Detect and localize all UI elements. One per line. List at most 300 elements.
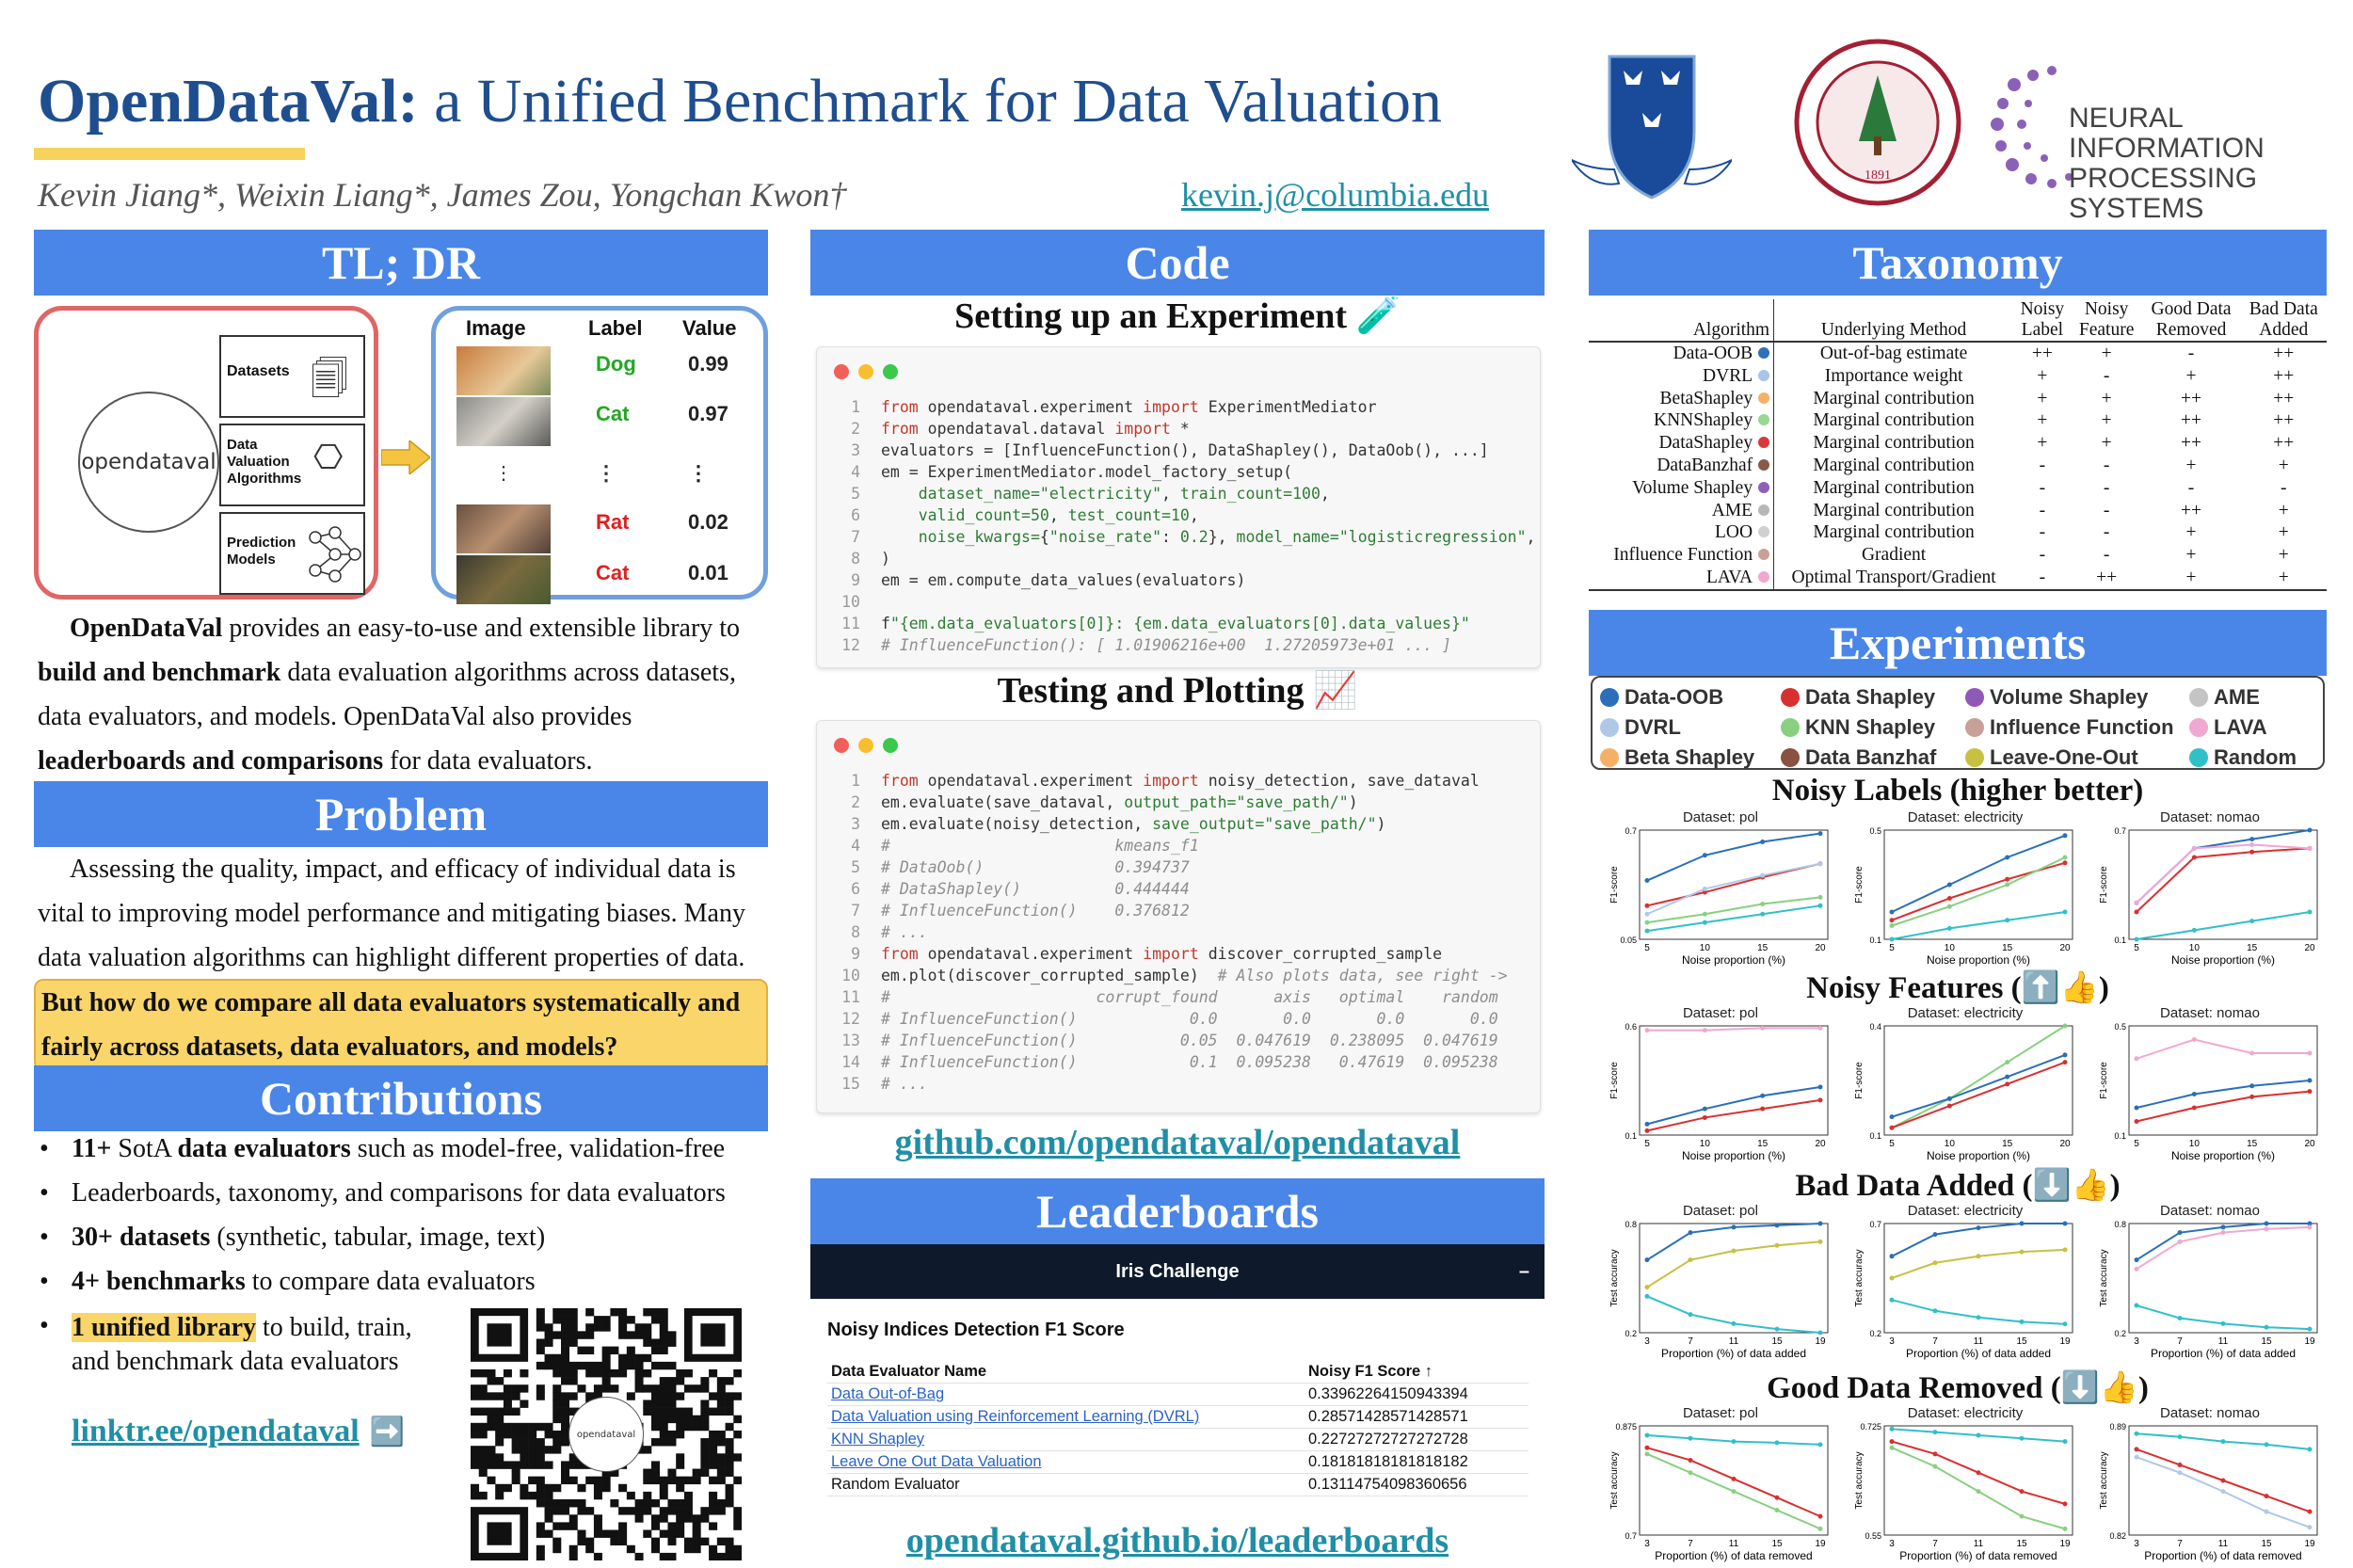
line-chart xyxy=(2097,1422,2323,1563)
code-token: , xyxy=(1048,506,1068,524)
series-point xyxy=(1760,902,1765,906)
tldr-row-label: ⋮ xyxy=(596,461,616,485)
algorithm-name: LAVA xyxy=(1705,567,1753,587)
evaluator-name[interactable]: KNN Shapley xyxy=(831,1431,925,1448)
series-point xyxy=(1890,1439,1895,1444)
chart-title: Dataset: pol xyxy=(1682,1005,1759,1021)
line-number: 12 xyxy=(841,636,860,654)
line-number: 5 xyxy=(851,858,860,876)
experiment-section-title: Good Data Removed (⬇️👍) xyxy=(1767,1371,2149,1405)
series-point xyxy=(2249,850,2254,855)
legend-item xyxy=(2189,685,2260,710)
code-line xyxy=(830,770,1508,792)
rating-cell: + xyxy=(2101,344,2112,363)
line-number: 8 xyxy=(851,550,860,568)
series-point xyxy=(2265,1226,2269,1231)
series-point xyxy=(2265,1510,2269,1514)
chart-title: Dataset: electricity xyxy=(1907,1405,2024,1421)
y-axis-label: F1-score xyxy=(2099,866,2109,904)
code-token: ) xyxy=(1348,793,1358,811)
legend-dot-icon xyxy=(1965,748,1984,767)
series-point xyxy=(1818,904,1823,908)
code-token: em.plot(discover_corrupted_sample) xyxy=(881,967,1218,984)
legend-dot-icon xyxy=(1781,718,1800,737)
series-point xyxy=(1775,1496,1780,1500)
code-token: "logisticregression" xyxy=(1338,528,1527,546)
x-tick-label: 7 xyxy=(2177,1336,2183,1347)
code-line xyxy=(830,1030,1508,1051)
code-token: valid_count=50 xyxy=(918,506,1049,524)
code-token: # ... xyxy=(881,923,928,941)
series-point xyxy=(2192,1106,2197,1111)
opendataval-circle xyxy=(78,392,219,533)
taxonomy-row xyxy=(1589,365,2327,388)
algorithm-name: Volume Shapley xyxy=(1632,477,1753,498)
x-tick-label: 5 xyxy=(1644,1139,1650,1149)
test-title: Testing and Plotting 📈 xyxy=(997,671,1358,711)
series-point xyxy=(1818,1442,1823,1447)
series-point xyxy=(2063,1060,2068,1064)
series-point xyxy=(1818,1026,1823,1031)
series-point xyxy=(1933,1464,1938,1469)
plot-frame xyxy=(2129,1026,2317,1135)
tldr-row-label: Rat xyxy=(596,510,630,534)
y-tick-label: 0.6 xyxy=(1625,1022,1637,1032)
series-point xyxy=(1689,1470,1693,1475)
contribution-last-line1: to build, train, xyxy=(256,1313,412,1342)
taxonomy-heading: Taxonomy xyxy=(1589,230,2327,296)
line-chart xyxy=(2097,1022,2323,1163)
line-chart xyxy=(1608,1220,1833,1361)
code-line xyxy=(830,835,1508,856)
code-token: output_path= xyxy=(1124,793,1237,811)
series-point xyxy=(2135,1455,2139,1460)
pet-image-dog xyxy=(456,346,551,395)
legend-item xyxy=(1781,685,1935,710)
authors: Kevin Jiang*, Weixin Liang*, James Zou, Yongchan Kwon† xyxy=(38,176,847,214)
legend-item xyxy=(1965,685,2148,710)
diagram-box-models xyxy=(219,512,365,595)
series-point xyxy=(1645,1285,1650,1289)
challenge-bar[interactable] xyxy=(810,1244,1545,1299)
tldr-row-label: Dog xyxy=(596,352,636,376)
series-point xyxy=(2063,1439,2068,1444)
legend-dot-icon xyxy=(1600,718,1619,737)
legend-label: Random xyxy=(2214,745,2297,769)
tldr-bold-1: OpenDataVal xyxy=(70,614,223,643)
rating-cell: + xyxy=(2278,455,2289,475)
contribution-item-last xyxy=(72,1311,467,1379)
x-tick-label: 19 xyxy=(1815,1336,1826,1347)
series-point xyxy=(1732,1439,1737,1444)
y-tick-label: 0.82 xyxy=(2109,1531,2126,1541)
tldr-text-2: data evaluation algorithms across datasets, data evaluators, and models. OpenDataVal also provides xyxy=(38,658,736,731)
line-chart xyxy=(1852,1220,2078,1361)
x-tick-label: 10 xyxy=(1944,1139,1955,1149)
chart-title: Dataset: nomao xyxy=(2160,1005,2260,1021)
series-point xyxy=(2265,1442,2269,1447)
qr-code[interactable] xyxy=(471,1308,742,1560)
x-tick-label: 15 xyxy=(2261,1336,2272,1347)
algorithm-color-dot-icon xyxy=(1758,549,1769,560)
code-token: # InfluenceFunction() 0.0 0.0 0.0 0.0 xyxy=(881,1010,1498,1028)
github-link[interactable]: github.com/opendataval/opendataval xyxy=(894,1123,1461,1162)
x-tick-label: 11 xyxy=(2217,1539,2229,1549)
minimize-dot-icon xyxy=(858,364,873,379)
line-number: 15 xyxy=(841,1075,860,1093)
series-point xyxy=(1818,1240,1823,1244)
code-token: # kmeans_f1 xyxy=(881,837,1199,855)
series-point xyxy=(2249,1051,2254,1056)
series-point xyxy=(2005,1081,2009,1086)
x-tick-label: 3 xyxy=(2134,1336,2139,1347)
rating-cell: + xyxy=(2037,410,2048,431)
series-point xyxy=(2005,877,2009,882)
series-point xyxy=(2221,1230,2226,1235)
rating-cell: ++ xyxy=(2181,433,2202,454)
legend-item xyxy=(2189,745,2297,770)
series-point xyxy=(2249,919,2254,923)
code-token xyxy=(881,528,919,546)
table-row xyxy=(827,1406,1529,1429)
series-point xyxy=(1645,1294,1650,1299)
line-chart xyxy=(1608,1022,1833,1163)
chart-title: Dataset: nomao xyxy=(2160,1203,2260,1219)
x-tick-label: 7 xyxy=(1932,1539,1938,1549)
rating-cell: + xyxy=(2278,522,2289,543)
rating-cell: + xyxy=(2037,388,2048,408)
rating-cell: - xyxy=(2103,545,2110,566)
x-tick-label: 10 xyxy=(1699,943,1710,953)
series-point xyxy=(1977,1470,1981,1475)
code-token: opendataval.experiment xyxy=(918,772,1144,790)
algorithm-color-dot-icon xyxy=(1758,347,1769,359)
series-point xyxy=(2178,1240,2183,1244)
series-point xyxy=(1775,1327,1780,1332)
x-tick-label: 20 xyxy=(2304,943,2315,953)
tldr-paragraph xyxy=(38,606,772,783)
code-token: from xyxy=(881,772,919,790)
line-chart xyxy=(2097,826,2323,968)
series-point xyxy=(1977,1432,1981,1437)
contribution-item xyxy=(72,1223,545,1253)
y-axis-label: F1-score xyxy=(2099,1062,2109,1099)
legend-label: Data-OOB xyxy=(1625,685,1724,709)
algorithm-color-dot-icon xyxy=(1758,414,1769,425)
series-point xyxy=(2265,1325,2269,1330)
diagram-box-algorithms xyxy=(219,424,365,506)
x-tick-label: 11 xyxy=(1728,1539,1739,1549)
y-tick-label: 0.7 xyxy=(1869,1220,1881,1229)
legend-dot-icon xyxy=(1600,748,1619,767)
x-axis-label: Noise proportion (%) xyxy=(2170,953,2276,967)
x-tick-label: 19 xyxy=(2059,1539,2071,1549)
method-cell: Marginal contribution xyxy=(1774,388,2014,410)
evaluator-name[interactable]: Data Out-of-Bag xyxy=(831,1385,945,1402)
y-tick-label: 0.7 xyxy=(1625,826,1637,836)
series-point xyxy=(2063,1321,2068,1326)
line-chart xyxy=(1852,826,2078,968)
leaderboards-link[interactable]: opendataval.github.io/leaderboards xyxy=(905,1521,1449,1560)
x-tick-label: 5 xyxy=(1889,1139,1895,1149)
code-line xyxy=(830,900,1508,921)
rating-cell: ++ xyxy=(2273,365,2295,386)
series-point xyxy=(2308,1089,2313,1094)
series-point xyxy=(1933,1232,1938,1237)
algorithm-name: AME xyxy=(1711,500,1753,520)
line-chart xyxy=(1852,1022,2078,1163)
x-tick-label: 19 xyxy=(2304,1336,2315,1347)
legend-label: Influence Function xyxy=(1990,715,2174,739)
setup-code xyxy=(830,396,1535,656)
x-tick-label: 5 xyxy=(2134,1139,2139,1149)
image-ellipsis: ⋮ xyxy=(494,461,513,484)
title-underline xyxy=(34,148,305,160)
x-tick-label: 10 xyxy=(1699,1139,1710,1149)
series-point xyxy=(2178,1316,2183,1320)
box-label-models: Prediction Models xyxy=(227,535,296,568)
contribution-bullet: • xyxy=(40,1178,49,1208)
series-point xyxy=(1818,1527,1823,1531)
series-point xyxy=(2063,1052,2068,1057)
code-token: "noise_rate" xyxy=(1048,528,1162,546)
series-point xyxy=(2221,1224,2226,1229)
y-axis-label: F1-score xyxy=(1609,1062,1620,1099)
col-header-image: Image xyxy=(466,316,526,340)
series-point xyxy=(2308,846,2313,851)
algorithm-name: DataShapley xyxy=(1658,433,1753,454)
rating-cell: - xyxy=(2281,477,2287,498)
series-point xyxy=(2063,1024,2068,1029)
code-token: model_name= xyxy=(1236,528,1339,546)
series-point xyxy=(2178,1230,2183,1235)
series-point xyxy=(2020,1514,2025,1519)
algorithm-name: DVRL xyxy=(1703,365,1753,386)
series-point xyxy=(1933,1430,1938,1434)
noisy-f1-score: 0.33962264150943394 xyxy=(1305,1384,1529,1406)
code-token: "electricity" xyxy=(1039,485,1162,503)
test-code xyxy=(830,770,1508,1095)
line-number: 2 xyxy=(851,793,860,811)
box-label-algorithms: Data Valuation Algorithms xyxy=(227,437,302,487)
maximize-dot-icon xyxy=(883,364,898,379)
window-controls xyxy=(834,738,907,757)
algorithm-name: Data-OOB xyxy=(1673,344,1753,363)
legend-label: KNN Shapley xyxy=(1805,715,1936,739)
method-cell: Marginal contribution xyxy=(1774,477,2014,500)
collapse-icon[interactable]: – xyxy=(1518,1261,1529,1282)
legend-label: AME xyxy=(2214,685,2260,709)
series-point xyxy=(1947,904,1952,909)
neurips-logo xyxy=(1986,52,2344,224)
linktree-link[interactable] xyxy=(72,1412,405,1449)
tldr-diagram-right xyxy=(431,306,768,600)
series-point xyxy=(1947,1104,1952,1109)
legend-dot-icon xyxy=(2189,748,2208,767)
series-point xyxy=(1732,1224,1737,1229)
y-tick-label: 0.55 xyxy=(1865,1531,1881,1541)
x-tick-label: 20 xyxy=(1815,1139,1826,1149)
series-point xyxy=(2135,937,2139,942)
evaluator-name-cell xyxy=(827,1406,1305,1429)
series-point xyxy=(2135,901,2139,905)
evaluator-name[interactable]: Data Valuation using Reinforcement Learning (DVRL) xyxy=(831,1408,1200,1425)
series-point xyxy=(2135,1304,2139,1308)
series-point xyxy=(2005,918,2009,922)
legend-item xyxy=(2189,715,2267,740)
method-cell: Marginal contribution xyxy=(1774,432,2014,455)
code-token: # Also plots data, see right -> xyxy=(1217,967,1508,984)
code-token: # corrupt_found axis optimal random xyxy=(881,988,1498,1006)
chart-title: Dataset: electricity xyxy=(1907,1005,2024,1021)
x-tick-label: 10 xyxy=(1944,943,1955,953)
code-token: em = ExperimentMediator.model_factory_setup( xyxy=(881,463,1293,481)
rating-cell: - xyxy=(2039,500,2046,520)
x-tick-label: 11 xyxy=(1728,1336,1739,1347)
taxonomy-row xyxy=(1589,432,2327,455)
series-point xyxy=(1818,831,1823,836)
contribution-text: SotA xyxy=(111,1134,178,1163)
code-token: ExperimentMediator xyxy=(1198,398,1377,416)
col-evaluator-name[interactable]: Data Evaluator Name xyxy=(827,1361,1305,1384)
y-axis-label: F1-score xyxy=(1854,1062,1865,1099)
series-point xyxy=(1689,1436,1693,1441)
algorithm-cell xyxy=(1589,365,1774,388)
table-row xyxy=(827,1429,1529,1451)
method-cell: Marginal contribution xyxy=(1774,500,2014,522)
algorithm-cell xyxy=(1589,500,1774,522)
algorithm-name: DataBanzhaf xyxy=(1657,455,1753,475)
rating-cell: + xyxy=(2037,433,2048,454)
tldr-text-3: for data evaluators. xyxy=(383,746,593,776)
y-axis-label: Test accuracy xyxy=(2099,1451,2109,1510)
rating-cell: - xyxy=(2103,365,2110,386)
series-point xyxy=(2005,1075,2009,1080)
legend-dot-icon xyxy=(1965,688,1984,707)
series-point xyxy=(1818,1222,1823,1226)
series-point xyxy=(2308,910,2313,915)
tldr-row-value: 0.01 xyxy=(688,561,728,584)
box-label-datasets: Datasets xyxy=(227,363,290,379)
x-tick-label: 3 xyxy=(1644,1539,1650,1549)
series-point xyxy=(2192,1037,2197,1042)
line-chart xyxy=(2097,1220,2323,1361)
series-point xyxy=(2249,1083,2254,1088)
legend-label: DVRL xyxy=(1625,715,1681,739)
legend-dot-icon xyxy=(1781,748,1800,767)
series-point xyxy=(1977,1315,1981,1320)
code-line xyxy=(830,634,1535,656)
y-axis-label: Test accuracy xyxy=(1609,1249,1620,1307)
series-point xyxy=(1890,1254,1895,1258)
noisy-f1-score: 0.28571428571428571 xyxy=(1305,1406,1529,1429)
email-link[interactable]: kevin.j@columbia.edu xyxy=(1181,176,1490,214)
contribution-text: (synthetic, tabular, image, text) xyxy=(210,1223,546,1252)
evaluator-name[interactable]: Leave One Out Data Valuation xyxy=(831,1453,1042,1470)
series-point xyxy=(1947,926,1952,931)
series-point xyxy=(1947,896,1952,901)
y-tick-label: 0.5 xyxy=(1869,826,1881,836)
pet-image-cat-2 xyxy=(456,555,551,604)
line-chart xyxy=(1608,1422,1833,1563)
close-dot-icon xyxy=(834,364,849,379)
x-tick-label: 11 xyxy=(1973,1336,1984,1347)
y-tick-label: 0.1 xyxy=(1869,1131,1881,1141)
x-tick-label: 5 xyxy=(1644,943,1650,953)
x-tick-label: 19 xyxy=(2059,1336,2071,1347)
code-token: , xyxy=(1161,485,1180,503)
algorithm-color-dot-icon xyxy=(1758,459,1769,471)
series-point xyxy=(2135,1257,2139,1262)
series-point xyxy=(2192,928,2197,933)
rating-cell: + xyxy=(2185,365,2197,386)
taxonomy-row xyxy=(1589,567,2327,590)
leaderboard-table-wrap xyxy=(827,1361,1529,1496)
x-tick-label: 5 xyxy=(2134,943,2139,953)
x-axis-label: Noise proportion (%) xyxy=(1926,953,2031,967)
tldr-bold-2: build and benchmark xyxy=(38,658,281,687)
code-token: # ... xyxy=(881,1075,928,1093)
x-tick-label: 10 xyxy=(2188,943,2200,953)
code-token: import xyxy=(1143,945,1199,963)
x-tick-label: 15 xyxy=(2016,1539,2027,1549)
series-point xyxy=(2221,1321,2226,1326)
series-point xyxy=(1775,1508,1780,1512)
x-tick-label: 15 xyxy=(2002,943,2013,953)
chart-title: Dataset: pol xyxy=(1682,1405,1759,1421)
series-point xyxy=(2221,1489,2226,1494)
series-point xyxy=(1732,1321,1737,1326)
tldr-row-label: Cat xyxy=(596,561,630,584)
x-tick-label: 11 xyxy=(2217,1336,2229,1347)
x-tick-label: 3 xyxy=(2134,1539,2139,1549)
table-row xyxy=(827,1474,1529,1496)
contribution-bullet: • xyxy=(40,1267,49,1296)
code-token: : xyxy=(1161,528,1180,546)
y-tick-label: 0.1 xyxy=(1625,1131,1637,1141)
series-point xyxy=(2265,1222,2269,1226)
series-point xyxy=(1890,1427,1895,1432)
series-point xyxy=(2135,1432,2139,1436)
taxonomy-row xyxy=(1589,342,2327,365)
method-cell: Importance weight xyxy=(1774,365,2014,388)
linktree-link-text[interactable]: linktr.ee/opendataval xyxy=(72,1414,360,1448)
code-line xyxy=(830,461,1535,483)
series-point xyxy=(1703,912,1707,917)
algorithm-name: BetaShapley xyxy=(1659,388,1753,408)
x-tick-label: 15 xyxy=(2016,1336,2027,1347)
y-tick-label: 0.5 xyxy=(2114,1022,2126,1032)
y-tick-label: 0.05 xyxy=(1620,936,1637,945)
rating-cell: - xyxy=(2103,477,2110,498)
problem-text: Assessing the quality, impact, and efficacy of individual data is vital to improving model performance and mitigating biases. Many data valuation algorithms can highlight different properties of data. xyxy=(38,855,745,972)
taxonomy-row xyxy=(1589,521,2327,544)
series-point xyxy=(2020,1436,2025,1441)
series-point xyxy=(1775,1243,1780,1248)
code-line xyxy=(830,792,1508,813)
contribution-item xyxy=(72,1178,726,1208)
title-rest: a Unified Benchmark for Data Valuation xyxy=(418,67,1443,136)
line-number: 3 xyxy=(851,441,860,459)
tldr-text-1: provides an easy-to-use and extensible library to xyxy=(222,614,741,643)
pet-image-cat xyxy=(456,397,551,446)
col-noisy-f1[interactable]: Noisy F1 Score ↑ xyxy=(1305,1361,1529,1384)
y-tick-label: 0.1 xyxy=(2114,936,2126,945)
line-number: 10 xyxy=(841,967,860,984)
code-token: 0.2 xyxy=(1179,528,1209,546)
series-point xyxy=(2020,1250,2025,1255)
qr-label: opendataval xyxy=(576,1429,636,1440)
